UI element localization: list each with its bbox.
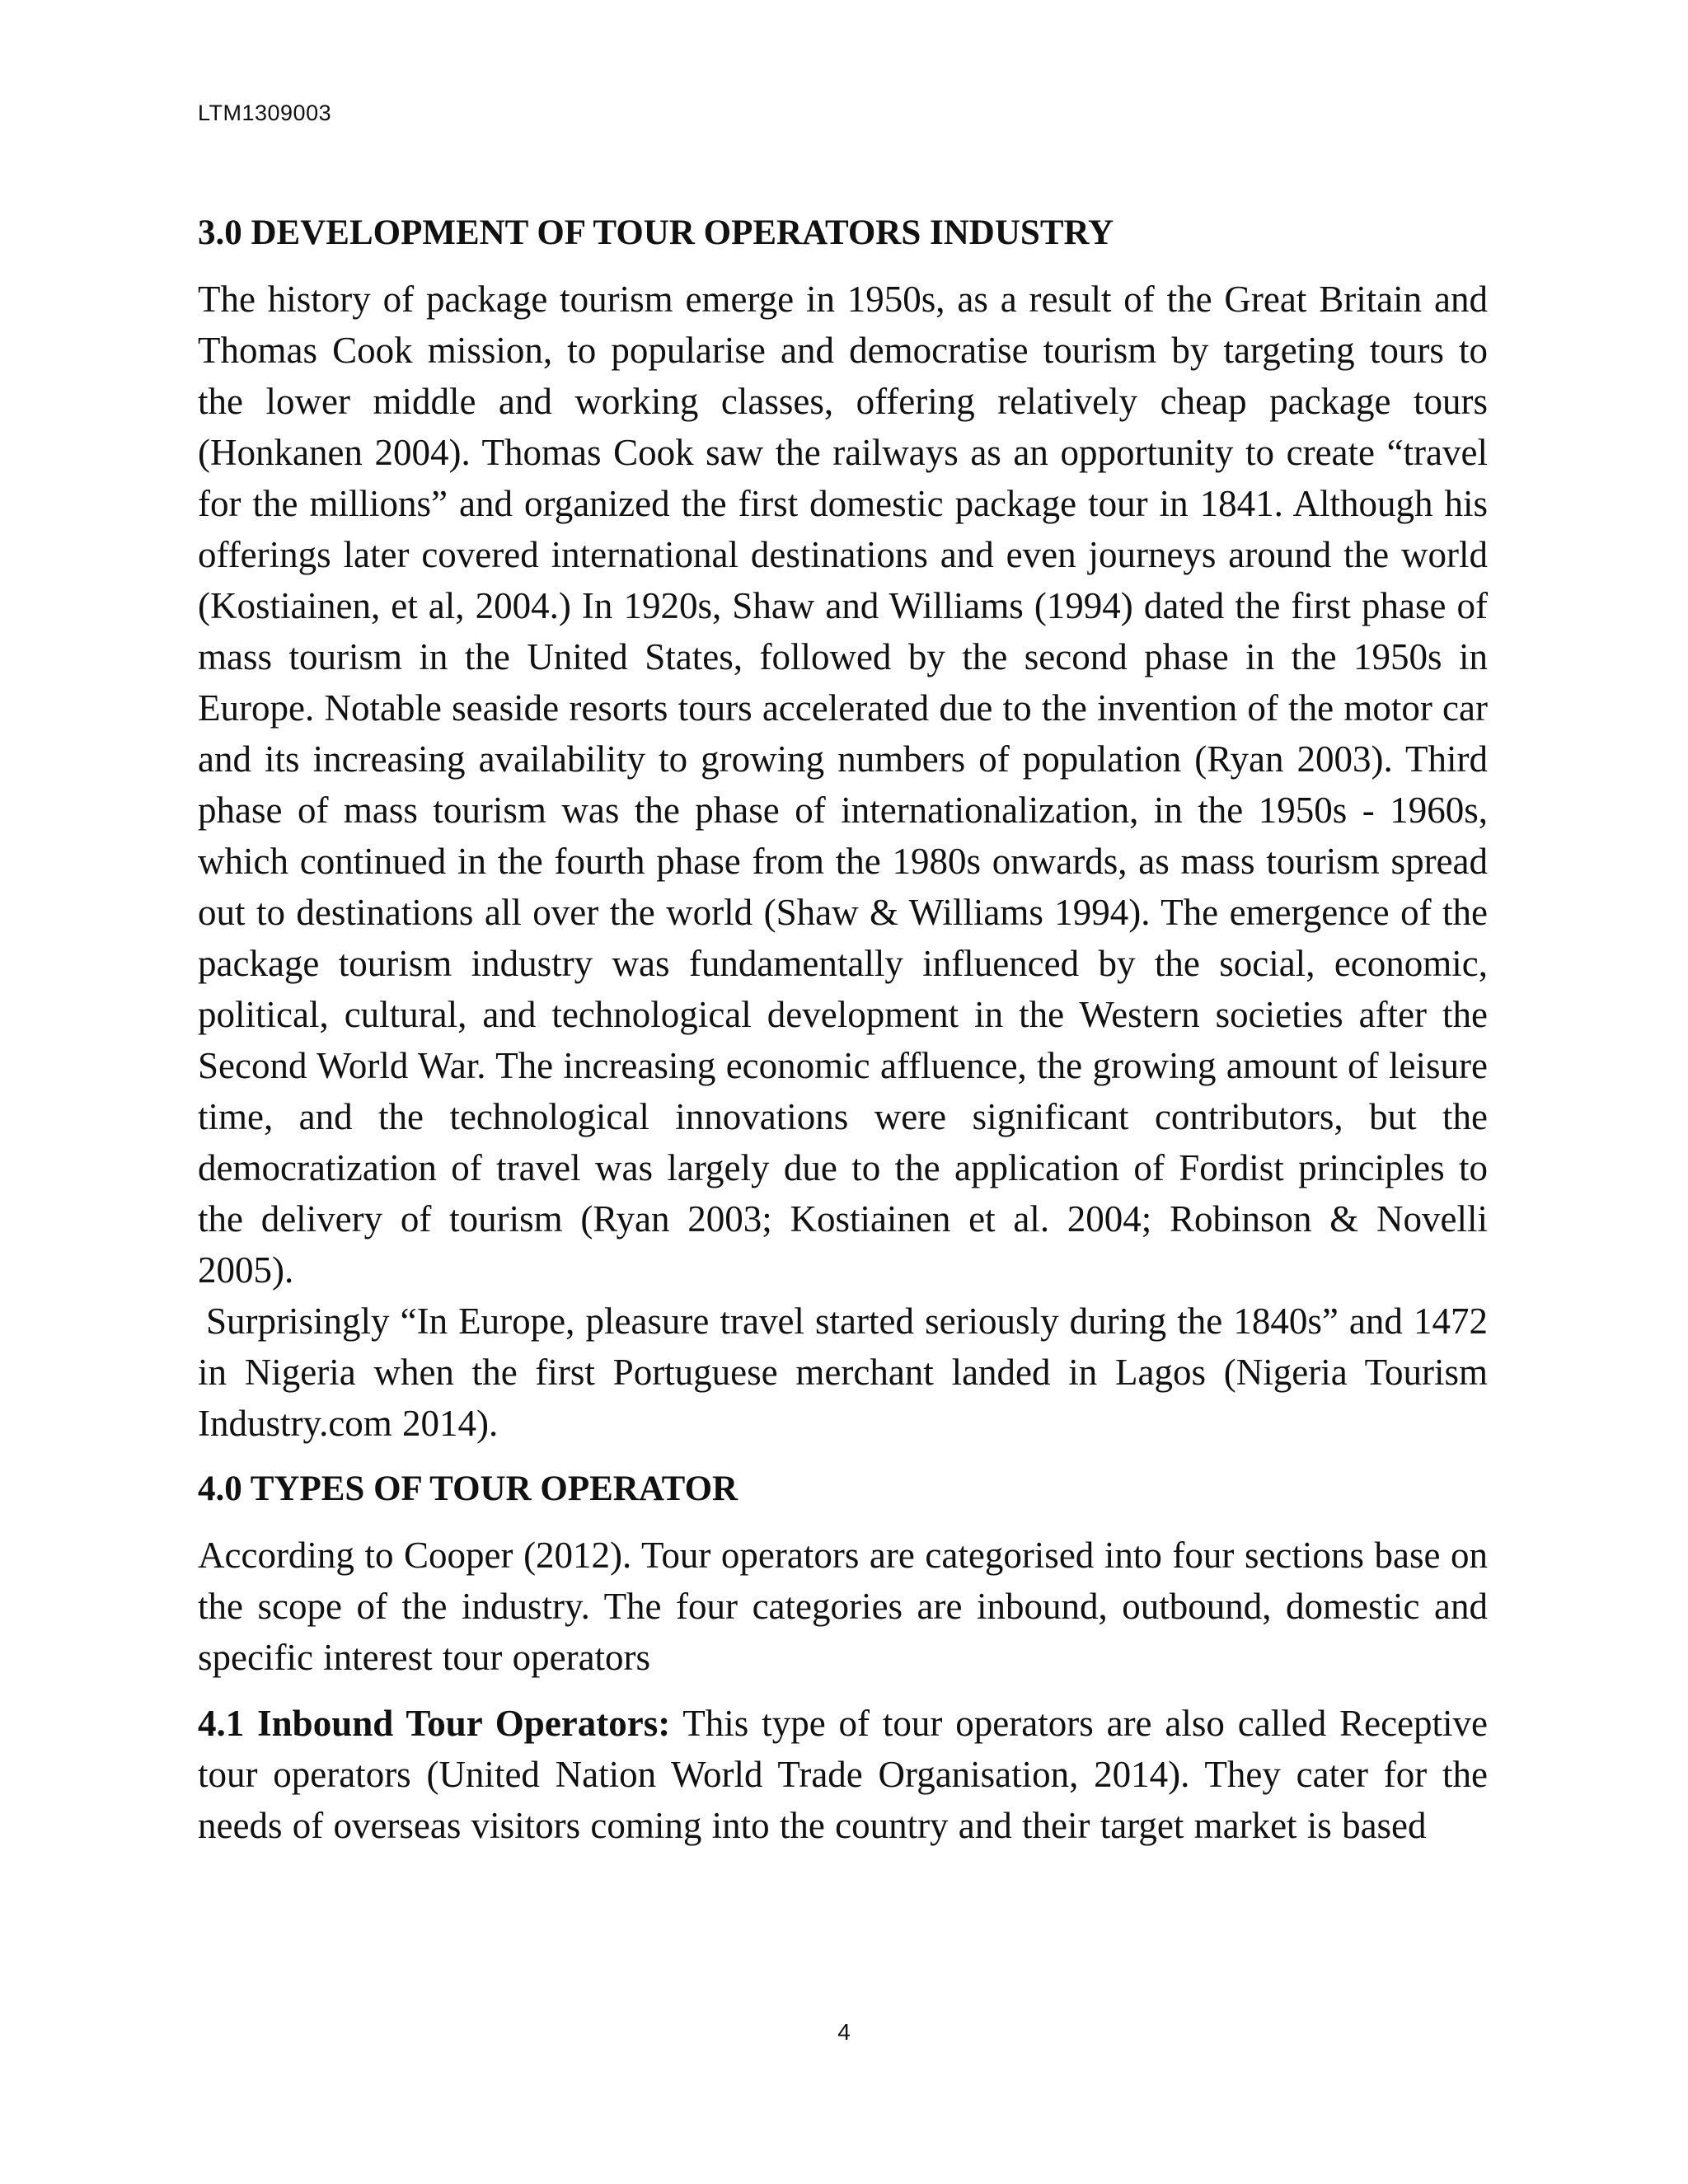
section-4-1-paragraph <box>198 1698 1488 1851</box>
section-3-heading: 3.0 DEVELOPMENT OF TOUR OPERATORS INDUSTRY <box>198 213 1114 252</box>
document-id-header: LTM1309003 <box>198 101 332 125</box>
document-body <box>198 208 1488 1851</box>
section-3-paragraph-1: The history of package tourism emerge in 1950s, as a result of the Great Britain and Thomas Cook mission, to popularise and democratise tourism by targeting tours to the lower middle and working classes, offering relatively cheap package tours (Honkanen 2004). Thomas Cook saw the railways as an opportunity to create “travel for the millions” and organized the first domestic package tour in 1841. Although his offerings later covered international destinations and even journeys around the world (Kostiainen, et al, 2004.) In 1920s, Shaw and Williams (1994) dated the first phase of mass tourism in the United States, followed by the second phase in the 1950s in Europe. Notable seaside resorts tours accelerated due to the invention of the motor car and its increasing availability to growing numbers of population (Ryan 2003). Third phase of mass tourism was the phase of internationalization, in the 1950s - 1960s, which continued in the fourth phase from the 1980s onwards, as mass tourism spread out to destinations all over the world (Shaw & Williams 1994). The emergence of the package tourism industry was fundamentally influenced by the social, economic, political, cultural, and technological development in the Western societies after the Second World War. The increasing economic affluence, the growing amount of leisure time, and the technological innovations were significant contributors, but the democratization of travel was largely due to the application of Fordist principles to the delivery of tourism (Ryan 2003; Kostiainen et al. 2004; Robinson & Novelli 2005). <box>198 279 1488 1291</box>
section-4-1-text: This type of tour operators are also called Receptive tour operators (United Nation World Trade Organisation, 2014). They cater for the needs of overseas visitors coming into the country and their target market is based <box>198 1703 1488 1846</box>
section-3-paragraph-2: Surprisingly “In Europe, pleasure travel started seriously during the 1840s” and 1472 in Nigeria when the first Portuguese merchant landed in Lagos (Nigeria Tourism Industry.com 2014). <box>198 1301 1488 1444</box>
section-4-paragraph: According to Cooper (2012). Tour operators are categorised into four sections base on the scope of the industry. The four categories are inbound, outbound, domestic and specific interest tour operators <box>198 1535 1488 1678</box>
section-4-heading: 4.0 TYPES OF TOUR OPERATOR <box>198 1469 738 1508</box>
page-number: 4 <box>837 2019 851 2045</box>
section-4-1-lead-heading: 4.1 Inbound Tour Operators: <box>198 1703 671 1744</box>
